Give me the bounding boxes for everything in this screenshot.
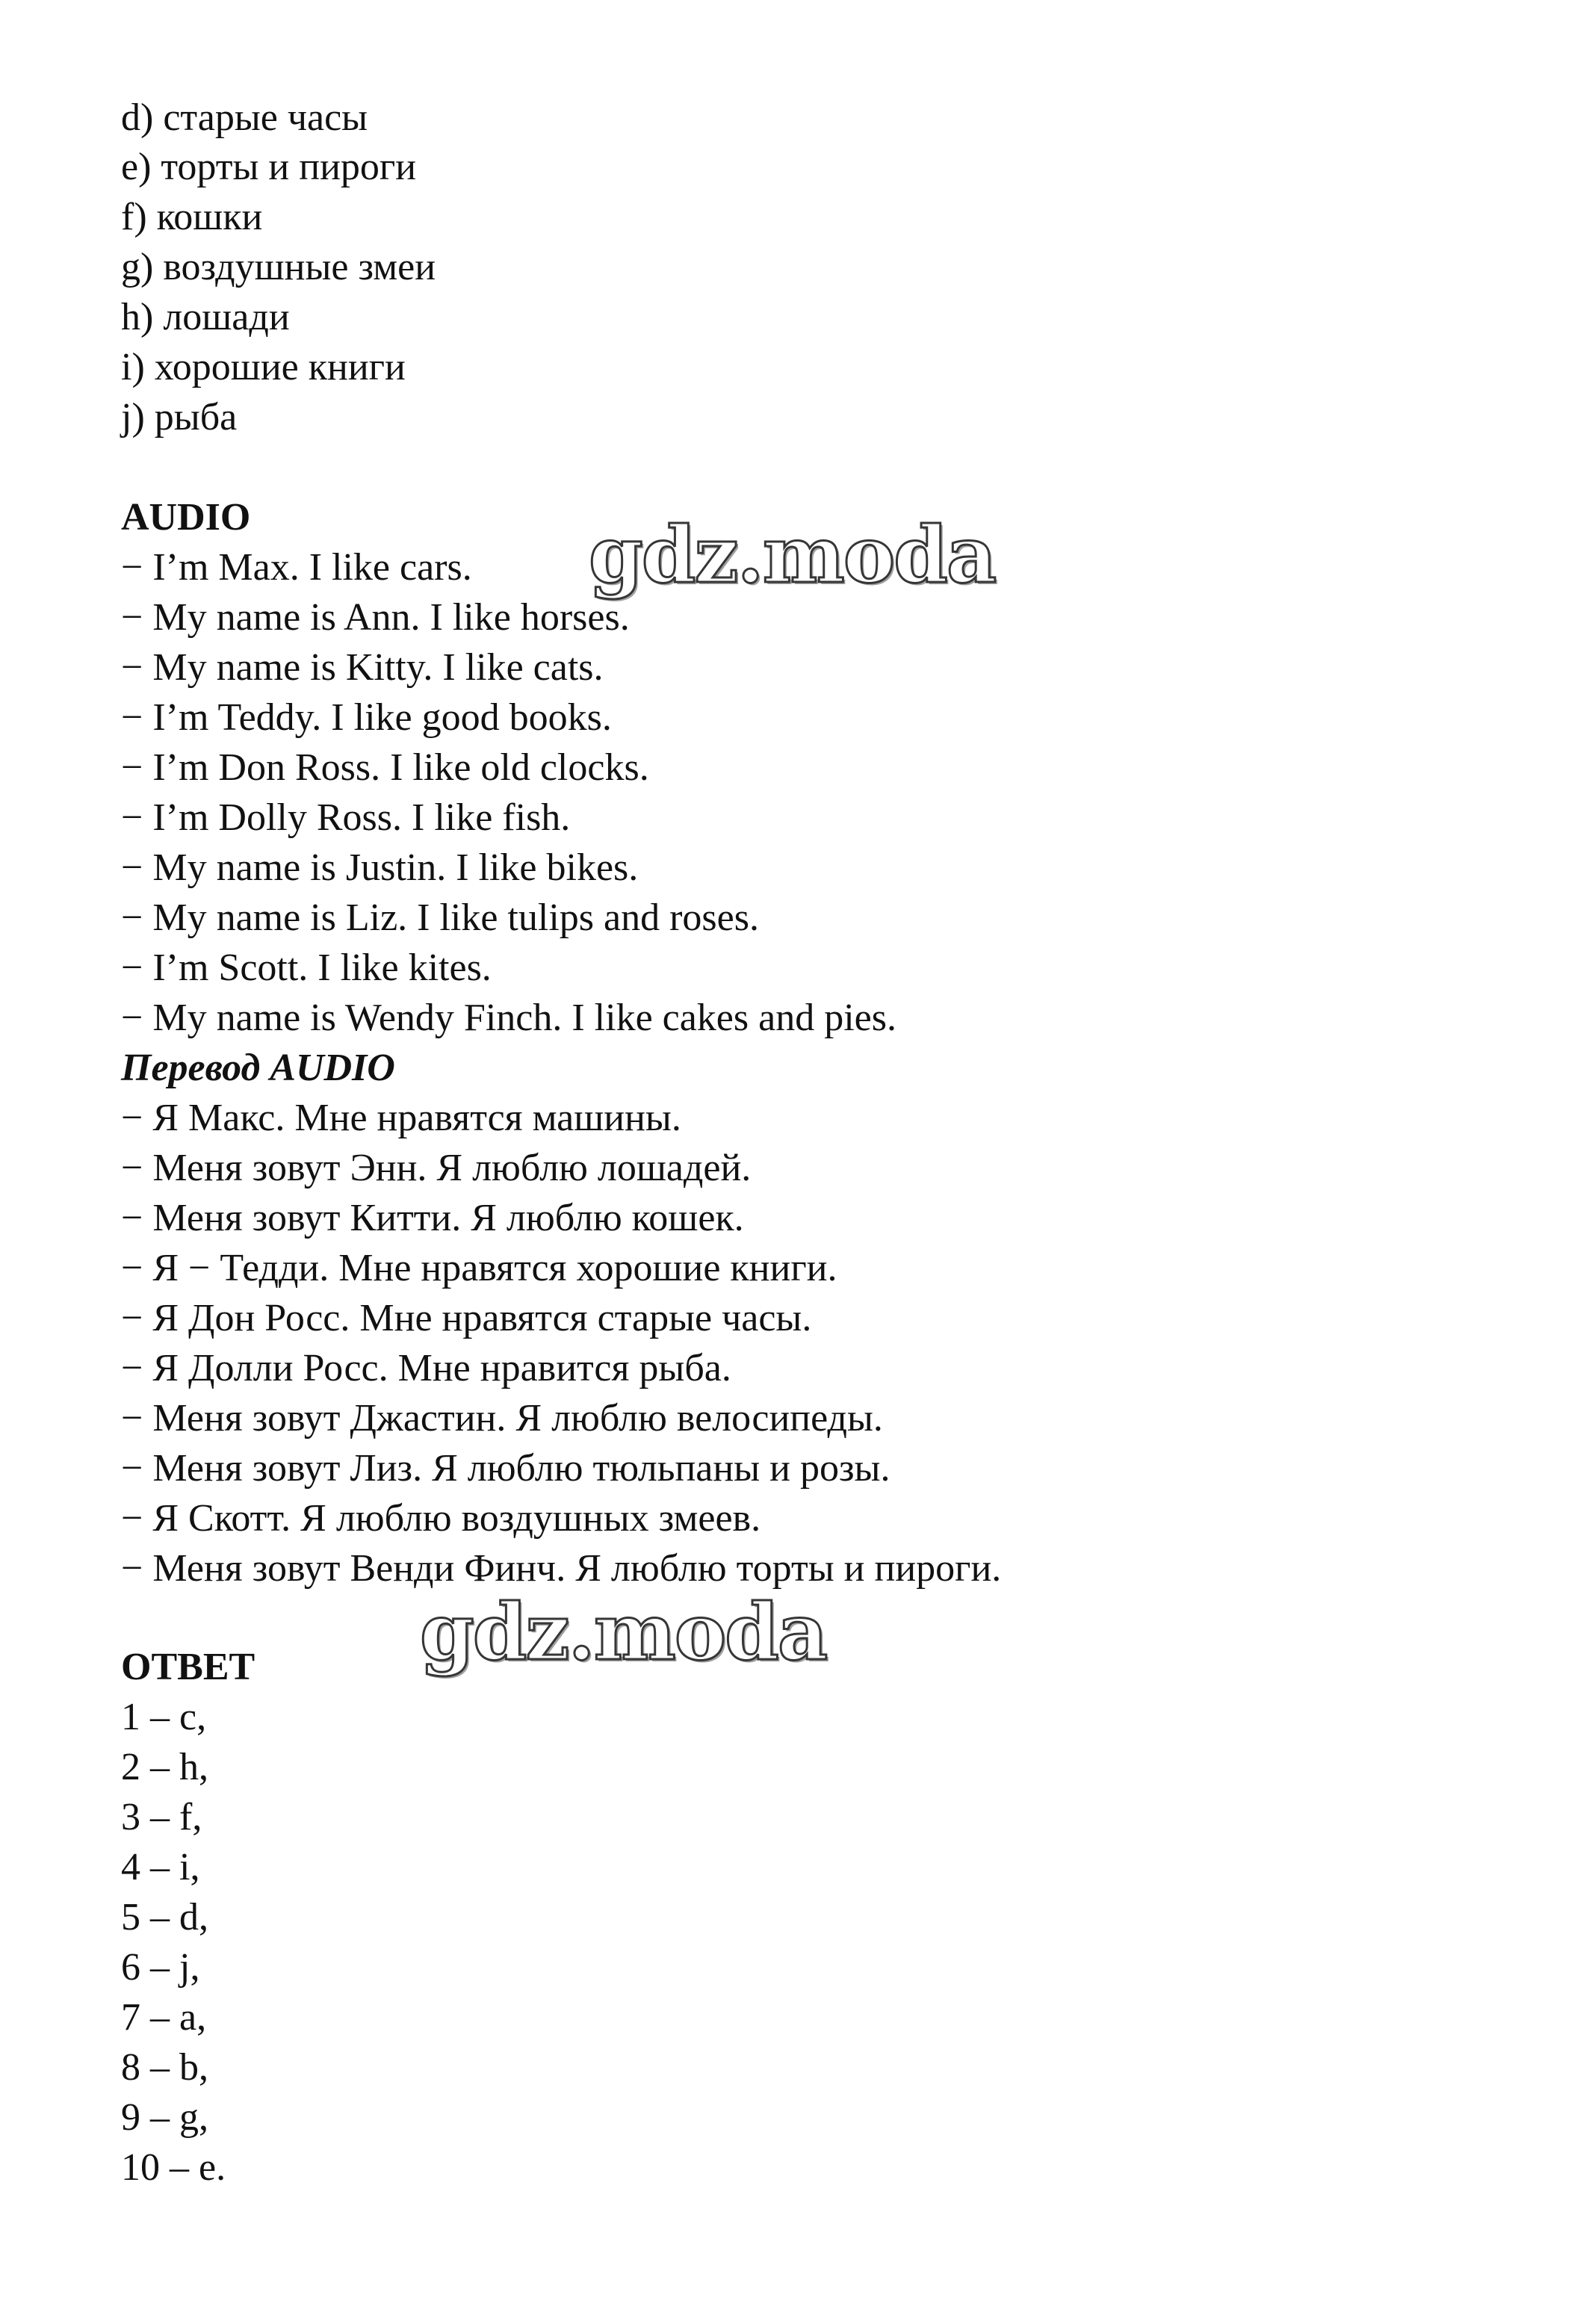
answer-line: 8 – b, <box>121 2046 208 2089</box>
watermark-logo: gdz.moda <box>589 509 996 601</box>
answer-line: 7 – a, <box>121 1996 207 2039</box>
answer-line: 2 – h, <box>121 1746 208 1788</box>
option-item: j) рыба <box>121 396 238 439</box>
audio-line: − I’m Scott. I like kites. <box>121 946 492 989</box>
audio-heading: AUDIO <box>121 496 251 539</box>
option-item: g) воздушные змеи <box>121 246 436 288</box>
option-item: e) торты и пироги <box>121 146 417 188</box>
audio-line: − I’m Dolly Ross. I like fish. <box>121 796 571 839</box>
translation-line: − Я Дон Росс. Мне нравятся старые часы. <box>121 1297 812 1339</box>
translation-line: − Меня зовут Венди Финч. Я люблю торты и пироги. <box>121 1547 1002 1590</box>
option-item: f) кошки <box>121 196 263 238</box>
answer-heading: ОТВЕТ <box>121 1646 255 1688</box>
translation-heading: Перевод AUDIO <box>121 1047 395 1089</box>
translation-line: − Я − Тедди. Мне нравятся хорошие книги. <box>121 1247 837 1289</box>
translation-line: − Я Скотт. Я люблю воздушных змеев. <box>121 1497 761 1540</box>
answer-line: 9 – g, <box>121 2096 208 2139</box>
watermark-logo: gdz.moda <box>420 1586 827 1678</box>
answer-line: 6 – j, <box>121 1946 200 1989</box>
answer-line: 3 – f, <box>121 1796 202 1838</box>
answer-line: 1 – c, <box>121 1696 207 1738</box>
option-item: h) лошади <box>121 296 290 338</box>
translation-line: − Меня зовут Энн. Я люблю лошадей. <box>121 1147 752 1189</box>
audio-line: − My name is Liz. I like tulips and roses. <box>121 896 759 939</box>
audio-line: − I’m Teddy. I like good books. <box>121 696 612 739</box>
audio-line: − My name is Kitty. I like cats. <box>121 646 604 689</box>
translation-line: − Я Долли Росс. Мне нравится рыба. <box>121 1347 731 1389</box>
audio-line: − My name is Justin. I like bikes. <box>121 846 639 889</box>
translation-line: − Меня зовут Лиз. Я люблю тюльпаны и розы. <box>121 1447 890 1490</box>
option-item: d) старые часы <box>121 96 368 139</box>
translation-line: − Меня зовут Китти. Я люблю кошек. <box>121 1197 744 1239</box>
translation-line: − Я Макс. Мне нравятся машины. <box>121 1097 681 1139</box>
audio-line: − My name is Wendy Finch. I like cakes and pies. <box>121 997 896 1039</box>
audio-line: − My name is Ann. I like horses. <box>121 596 630 639</box>
answer-line: 5 – d, <box>121 1896 208 1939</box>
audio-line: − I’m Don Ross. I like old clocks. <box>121 746 649 789</box>
answer-line: 10 – e. <box>121 2146 226 2189</box>
translation-line: − Меня зовут Джастин. Я люблю велосипеды. <box>121 1397 883 1440</box>
option-item: i) хорошие книги <box>121 346 406 388</box>
answer-line: 4 – i, <box>121 1846 200 1888</box>
audio-line: − I’m Max. I like cars. <box>121 546 472 589</box>
